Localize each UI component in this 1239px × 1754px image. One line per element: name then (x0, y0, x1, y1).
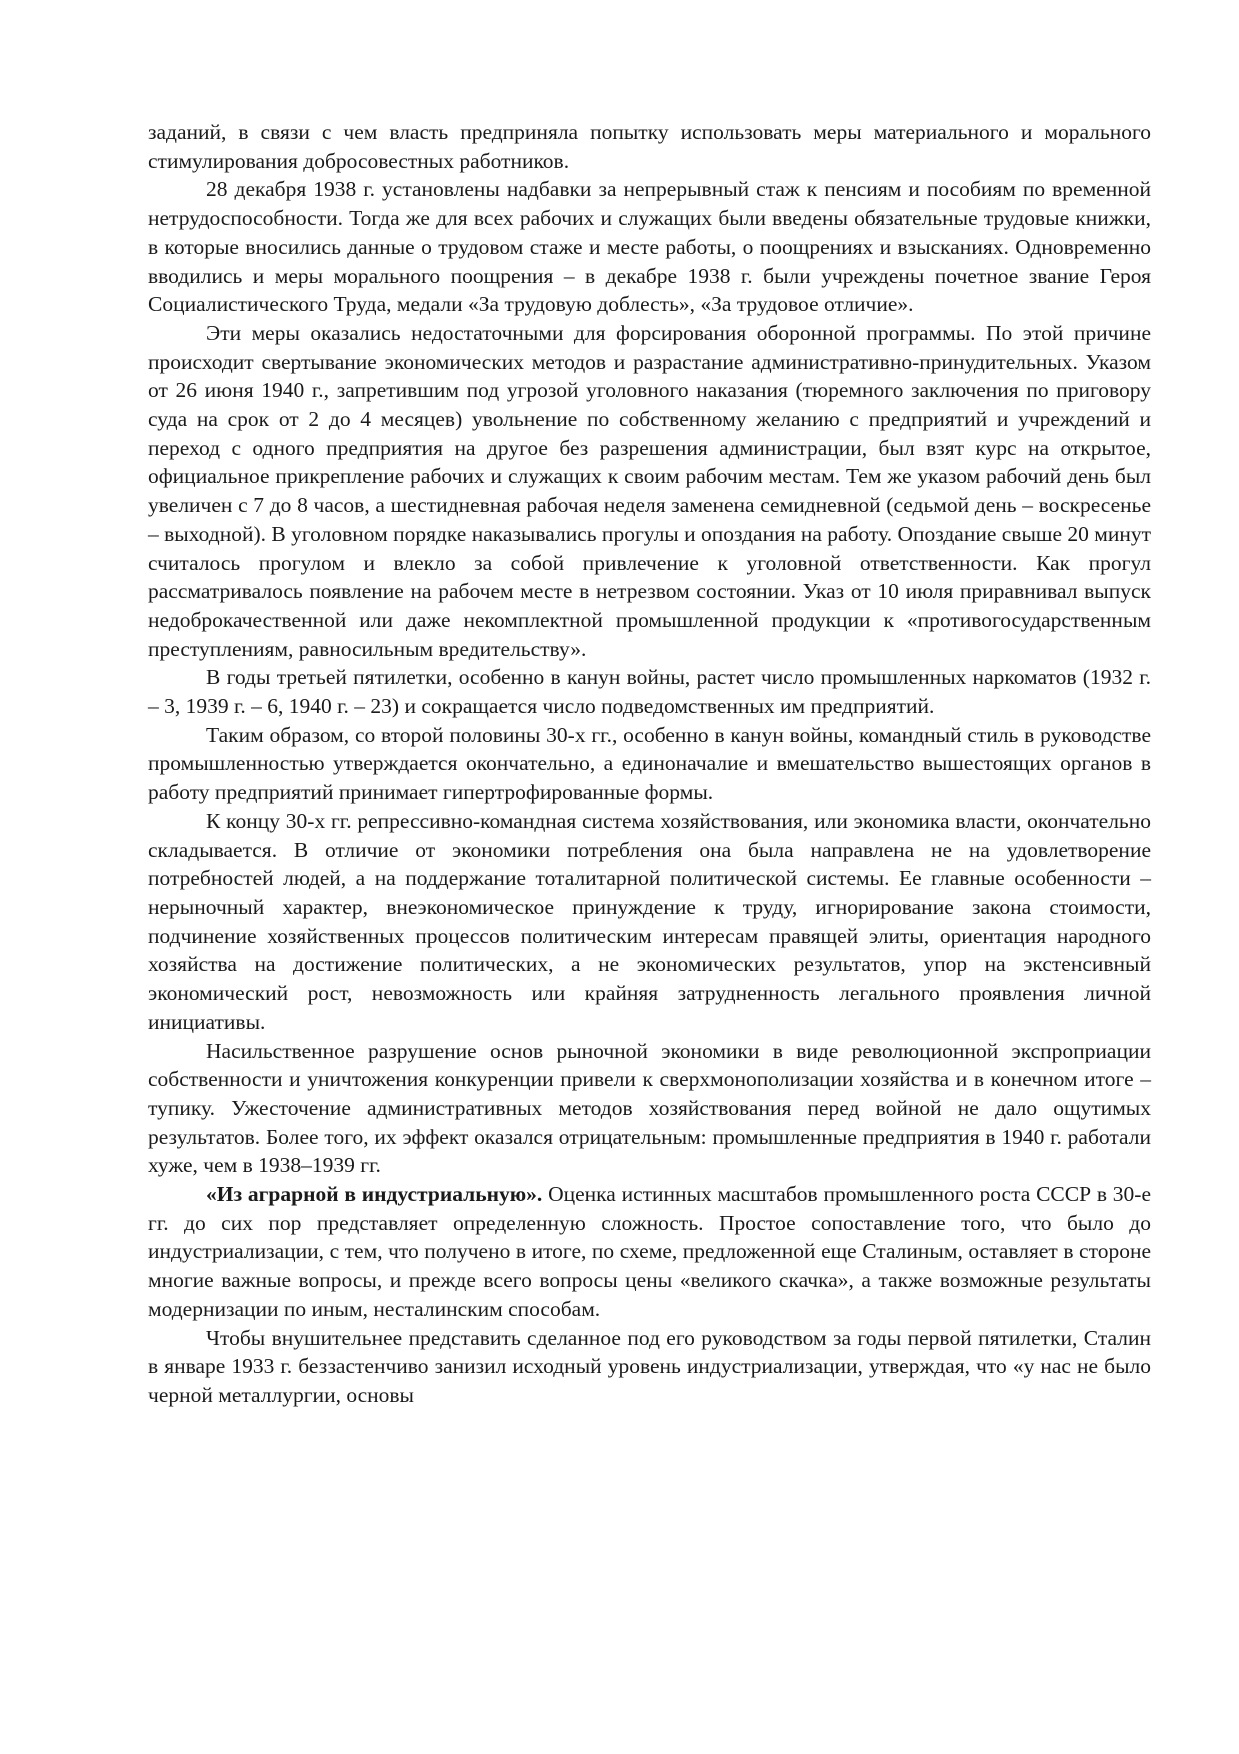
paragraph-continuation (148, 118, 1151, 175)
paragraph-text: Чтобы внушительнее представить сделанное под его руководством за годы первой пятилетки, Сталин в январе 1933 г. беззастенчиво занизил исходный уровень индустриализации, утверждая, что «у нас не было черной металлургии, основы (148, 1325, 1151, 1407)
paragraph (148, 1037, 1151, 1181)
paragraph (148, 319, 1151, 663)
paragraph (148, 175, 1151, 319)
section-paragraph (148, 1180, 1151, 1324)
paragraph-text: Насильственное разрушение основ рыночной экономики в виде революционной экспроприации собственности и уничтожения конкуренции привели к сверхмонополизации хозяйства и в конечном итоге – тупику. Ужесточение административных методов хозяйствования перед войной не дало ощутимых результатов. Более того, их эффект оказался отрицательным: промышленные предприятия в 1940 г. работали хуже, чем в 1938–1939 гг. (148, 1038, 1151, 1178)
paragraph-text: Таким образом, со второй половины 30-х гг., особенно в канун войны, командный стиль в руководстве промышленностью утверждается окончательно, а единоначалие и вмешательство вышестоящих органов в работу предприятий принимает гипертрофированные формы. (148, 722, 1151, 805)
paragraph (148, 807, 1151, 1037)
paragraph-text: заданий, в связи с чем власть предприняла попытку использовать меры материального и морального стимулирования добросовестных работников. (148, 120, 1151, 173)
paragraph (148, 663, 1151, 720)
paragraph (148, 1324, 1151, 1410)
paragraph-text: Эти меры оказались недостаточными для форсирования оборонной программы. По этой причине происходит свертывание экономических методов и разрастание административно-принудительных. Указом от 26 июня 1940 г., запретившим под угрозой уголовного наказания (тюремного заключения по приговору суда на срок от 2 до 4 месяцев) увольнение по собственному желанию с предприятий и учреждений и переход с одного предприятия на другое без разрешения администрации, был взят курс на открытое, официальное прикрепление рабочих и служащих к своим рабочим местам. Тем же указом рабочий день был увеличен с 7 до 8 часов, а шестидневная рабочая неделя заменена семидневной (седьмой день – воскресенье – выходной). В уголовном порядке наказывались прогулы и опоздания на работу. Опоздание свыше 20 минут считалось прогулом и влекло за собой привлечение к уголовной ответственности. Как прогул рассматривалось появление на рабочем месте в нетрезвом состоянии. Указ от 10 июля приравнивал выпуск недоброкачественной или даже некомплектной промышленной продукции к «противогосударственным преступлениям, равносильным вредительству». (148, 320, 1151, 661)
paragraph-text: К концу 30-х гг. репрессивно-командная система хозяйствования, или экономика власти, окончательно складывается. В отличие от экономики потребления она была направлена не на удовлетворение потребностей людей, а на поддержание тоталитарной политической системы. Ее главные особенности – нерыночный характер, внеэкономическое принуждение к труду, игнорирование закона стоимости, подчинение хозяйственных процессов политическим интересам правящей элиты, ориентация народного хозяйства на достижение политических, а не экономических результатов, упор на экстенсивный экономический рост, невозможность или крайняя затрудненность легального проявления личной инициативы. (148, 808, 1151, 1034)
document-page (148, 118, 1151, 1410)
paragraph-text: 28 декабря 1938 г. установлены надбавки за непрерывный стаж к пенсиям и пособиям по временной нетрудоспособности. Тогда же для всех рабочих и служащих были введены обязательные трудовые книжки, в которые вносились данные о трудовом стаже и месте работы, о поощрениях и взысканиях. Одновременно вводились и меры морального поощрения – в декабре 1938 г. были учреждены почетное звание Героя Социалистического Труда, медали «За трудовую доблесть», «За трудовое отличие». (148, 177, 1151, 317)
paragraph-text: В годы третьей пятилетки, особенно в канун войны, растет число промышленных наркоматов (1932 г. – 3, 1939 г. – 6, 1940 г. – 23) и сокращается число подведомственных им предприятий. (148, 665, 1151, 719)
paragraph-text: Оценка истинных масштабов промышленного роста СССР в 30-е гг. до сих пор представляет определенную сложность. Простое сопоставление того, что было до индустриализации, с тем, что получено в итоге, по схеме, предложенной еще Сталиным, оставляет в стороне многие важные вопросы, и прежде всего вопросы цены «великого скачка», а также возможные результаты модернизации по иным, несталинским способам. (148, 1182, 1151, 1321)
paragraph (148, 721, 1151, 807)
section-heading: «Из аграрной в индустриальную». (206, 1182, 543, 1207)
